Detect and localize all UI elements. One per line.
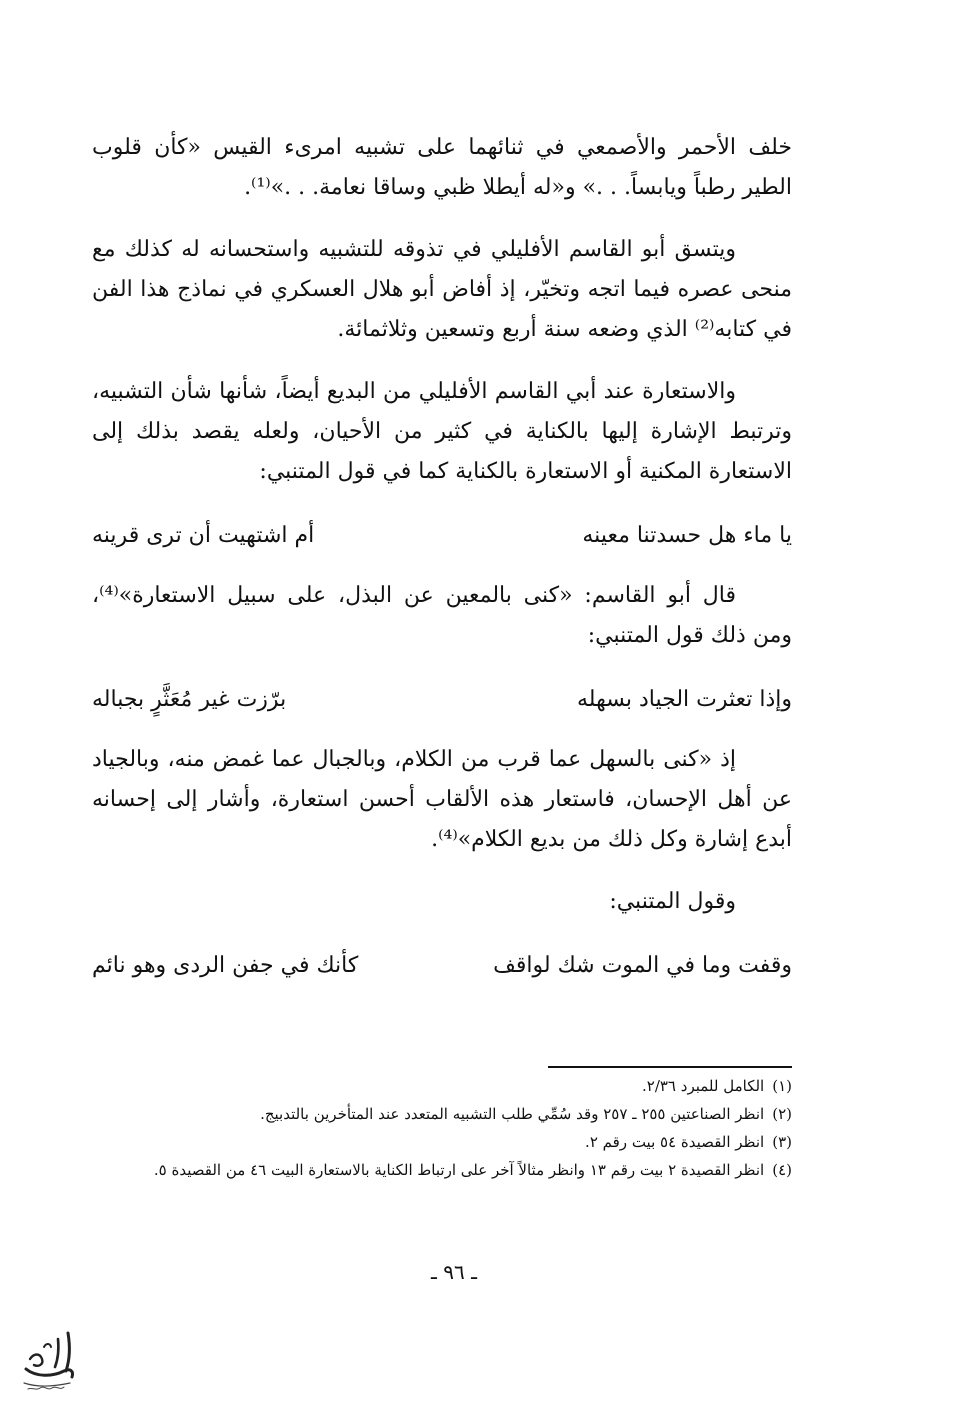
verse-line-2 (92, 678, 792, 722)
verse-2-first-hemistich: وإذا تعثرت الجياد بسهله (577, 687, 792, 712)
footnote-3-mark: (٣) (772, 1133, 792, 1151)
footnote-3-text: انظر القصيدة ٥٤ بيت رقم ٢. (585, 1133, 765, 1151)
footnote-1-mark: (١) (772, 1077, 792, 1095)
verse-line-3 (92, 944, 792, 988)
footnote-2 (92, 1100, 792, 1128)
page-number: ـ ٩٦ ـ (431, 1260, 477, 1284)
verse-line-1 (92, 514, 792, 558)
footnote-4-mark: (٤) (772, 1161, 792, 1179)
footnotes (92, 1072, 792, 1184)
paragraph-6: وقول المتنبي: (609, 889, 736, 914)
footnote-4 (92, 1156, 792, 1184)
paragraph-5: إذ «كنى بالسهل عما قرب من الكلام، وبالجبال عما غمض منه، وبالجياد عن أهل الإحسان، فاستعار هذه الألقاب أحسن استعارة، وأشار إلى إحسانه أبدع إشارة وكل ذلك من بديع الكلام»⁽⁴⁾. (92, 747, 792, 852)
calligraphy-stamp-logo (18, 1325, 80, 1397)
paragraph-3: والاستعارة عند أبي القاسم الأفليلي من البديع أيضاً، شأنها شأن التشبيه، وترتبط الإشارة إليها بالكناية في كثير من الأحيان، ولعله يقصد بذلك إلى الاستعارة المكنية أو الاستعارة بالكناية كما في قول المتنبي: (92, 379, 792, 484)
footnote-2-mark: (٢) (772, 1105, 792, 1123)
verse-2-second-hemistich: برّزت غير مُعَثَّرٍ بجباله (92, 687, 287, 712)
verse-1-second-hemistich: أم اشتهيت أن ترى قرينه (92, 523, 315, 548)
paragraph-2: ويتسق أبو القاسم الأفليلي في تذوقه للتشبيه واستحسانه له كذلك مع منحى عصره فيما اتجه وتخيّر، إذ أفاض أبو هلال العسكري في نماذج هذا الفن في كتابه⁽²⁾ الذي وضعه سنة أربع وتسعين وثلاثمائة. (92, 237, 792, 342)
footnote-3 (92, 1128, 792, 1156)
footnote-1-text: الكامل للمبرد ٢/٣٦. (641, 1077, 765, 1095)
verse-3-second-hemistich: كأنك في جفن الردى وهو نائم (92, 953, 359, 978)
verse-1-first-hemistich: يا ماء هل حسدتنا معينه (582, 523, 792, 548)
verse-3-first-hemistich: وقفت وما في الموت شك لواقف (493, 953, 792, 978)
paragraph-1: خلف الأحمر والأصمعي في ثنائهما على تشبيه امرىء القيس «كأن قلوب الطير رطباً ويابساً. . .» و«له أيطلا ظبي وساقا نعامة. . .»⁽¹⁾. (92, 135, 792, 200)
footnote-1 (92, 1072, 792, 1100)
paragraph-4: قال أبو القاسم: «كنى بالمعين عن البذل، على سبيل الاستعارة»⁽⁴⁾، ومن ذلك قول المتنبي: (92, 583, 792, 648)
footnote-4-text: انظر القصيدة ٢ بيت رقم ١٣ وانظر مثالاً آخر على ارتباط الكناية بالاستعارة البيت ٤٦ من القصيدة ٥. (153, 1161, 765, 1179)
footnote-2-text: انظر الصناعتين ٢٥٥ ـ ٢٥٧ وقد سُمِّي طلب التشبيه المتعدد عند المتأخرين بالتدبيج. (260, 1105, 765, 1123)
footnote-divider (548, 1066, 792, 1068)
main-text (92, 128, 792, 988)
